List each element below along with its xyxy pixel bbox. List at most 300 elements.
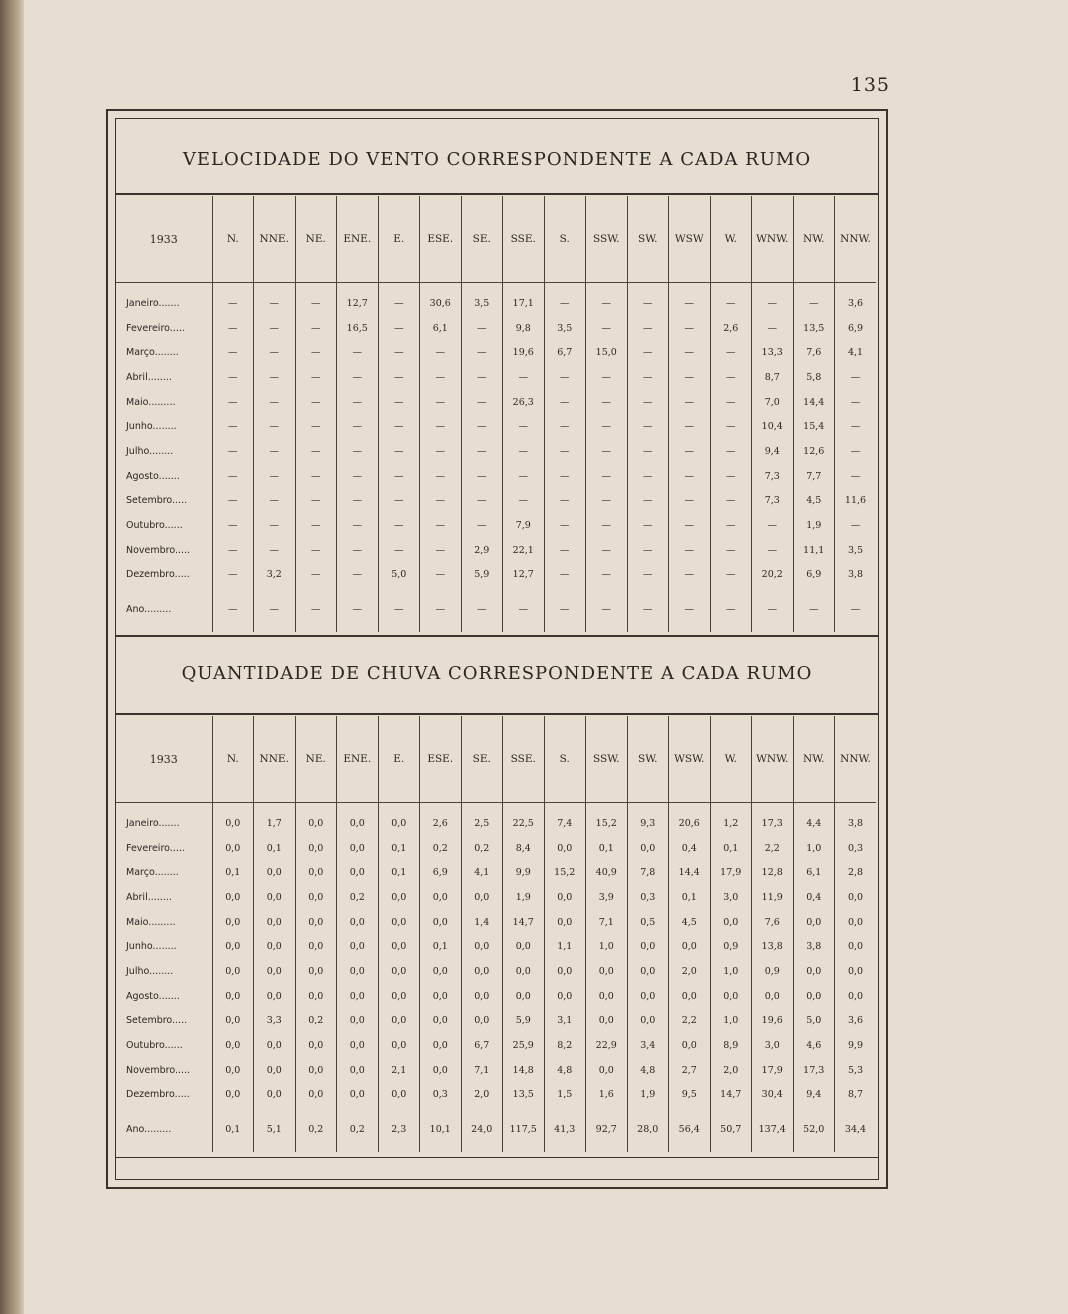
value-cell: 6,9 [420, 860, 462, 885]
value-cell: — [627, 340, 669, 365]
value-cell: 0,0 [503, 934, 545, 959]
month-label: Maio......... [126, 396, 176, 408]
value-cell: — [793, 597, 835, 622]
value-cell: 6,9 [793, 563, 835, 588]
spacer-cell [503, 1107, 545, 1117]
direction-header: NW. [793, 196, 835, 283]
value-cell: 0,0 [295, 860, 337, 885]
spacer-cell [503, 283, 545, 292]
value-cell: — [295, 597, 337, 622]
value-cell: 10,1 [420, 1117, 462, 1142]
value-cell: 2,1 [378, 1058, 420, 1083]
spacer-cell [835, 803, 877, 812]
value-cell: — [544, 489, 586, 514]
value-cell: 0,9 [710, 934, 752, 959]
value-cell: — [710, 513, 752, 538]
value-cell: 0,0 [669, 984, 711, 1009]
value-cell: 19,6 [752, 1009, 794, 1034]
value-cell: 0,0 [212, 1058, 254, 1083]
spacer-cell [116, 1107, 212, 1117]
value-cell: 4,4 [793, 811, 835, 836]
value-cell: 0,0 [461, 984, 503, 1009]
spacer-cell [793, 622, 835, 632]
direction-header: SSE. [503, 716, 545, 803]
spacer-cell [586, 1142, 628, 1152]
value-cell: 25,9 [503, 1033, 545, 1058]
spacer-row [116, 1107, 876, 1117]
value-cell: 4,1 [461, 860, 503, 885]
value-cell: 0,0 [337, 860, 379, 885]
spacer-cell [710, 1142, 752, 1152]
value-cell: 9,8 [503, 316, 545, 341]
value-cell: 0,9 [752, 959, 794, 984]
value-cell: 0,0 [337, 1083, 379, 1108]
spacer-cell [420, 1107, 462, 1117]
month-label: Agosto....... [126, 990, 180, 1002]
value-cell: 0,0 [544, 984, 586, 1009]
spacer-cell [627, 1142, 669, 1152]
value-cell: 3,5 [544, 316, 586, 341]
spacer-cell [337, 587, 379, 597]
value-cell: — [295, 340, 337, 365]
month-label: Junho........ [126, 421, 177, 433]
direction-header: WNW. [752, 196, 794, 283]
value-cell: — [669, 316, 711, 341]
value-cell: 0,0 [835, 910, 877, 935]
value-cell: 0,0 [710, 910, 752, 935]
value-cell: — [627, 538, 669, 563]
value-cell: 0,1 [212, 860, 254, 885]
direction-header: SSW. [586, 716, 628, 803]
value-cell: 0,0 [627, 836, 669, 861]
value-cell: — [295, 291, 337, 316]
value-cell: 1,6 [586, 1083, 628, 1108]
value-cell: 7,8 [627, 860, 669, 885]
spacer-cell [378, 1107, 420, 1117]
value-cell: 0,0 [295, 836, 337, 861]
value-cell: 41,3 [544, 1117, 586, 1142]
spacer-cell [793, 587, 835, 597]
value-cell: — [378, 340, 420, 365]
value-cell: — [337, 597, 379, 622]
value-cell: — [544, 414, 586, 439]
spacer-cell [793, 1107, 835, 1117]
value-cell: — [586, 390, 628, 415]
value-cell: — [254, 439, 296, 464]
spacer-cell [544, 1142, 586, 1152]
value-cell: 0,0 [212, 1083, 254, 1108]
value-cell: — [295, 414, 337, 439]
value-cell: — [420, 390, 462, 415]
spacer-cell [295, 1107, 337, 1117]
table-row [116, 365, 876, 390]
value-cell: — [254, 365, 296, 390]
value-cell: 30,4 [752, 1083, 794, 1108]
spacer-cell [116, 803, 212, 812]
value-cell: 1,0 [710, 959, 752, 984]
spacer-cell [669, 1142, 711, 1152]
value-cell: — [378, 291, 420, 316]
tables-inner-frame [115, 118, 879, 1180]
value-cell: — [627, 597, 669, 622]
direction-header: SSW. [586, 196, 628, 283]
spacer-cell [752, 1142, 794, 1152]
value-cell: 14,4 [669, 860, 711, 885]
value-cell: 34,4 [835, 1117, 877, 1142]
value-cell: — [627, 414, 669, 439]
value-cell: — [752, 513, 794, 538]
value-cell: — [254, 340, 296, 365]
value-cell: — [627, 489, 669, 514]
value-cell: 0,0 [544, 836, 586, 861]
value-cell: 6,1 [793, 860, 835, 885]
value-cell: 1,1 [544, 934, 586, 959]
value-cell: — [378, 538, 420, 563]
value-cell: 2,3 [378, 1117, 420, 1142]
table-row [116, 291, 876, 316]
value-cell: — [212, 316, 254, 341]
value-cell: 2,6 [710, 316, 752, 341]
value-cell: — [544, 390, 586, 415]
value-cell: 0,0 [793, 910, 835, 935]
value-cell: 2,8 [835, 860, 877, 885]
value-cell: — [669, 414, 711, 439]
value-cell: 0,0 [295, 934, 337, 959]
value-cell: — [378, 464, 420, 489]
value-cell: — [420, 597, 462, 622]
value-cell: — [378, 513, 420, 538]
value-cell: — [295, 464, 337, 489]
value-cell: — [669, 538, 711, 563]
value-cell: — [254, 316, 296, 341]
value-cell: 2,9 [461, 538, 503, 563]
value-cell: — [461, 439, 503, 464]
value-cell: — [295, 489, 337, 514]
value-cell: 0,5 [627, 910, 669, 935]
spacer-cell [461, 622, 503, 632]
value-cell: — [669, 390, 711, 415]
value-cell: 5,0 [793, 1009, 835, 1034]
table-row [116, 860, 876, 885]
month-label: Setembro..... [126, 495, 188, 507]
value-cell: 0,2 [337, 885, 379, 910]
value-cell: 4,8 [544, 1058, 586, 1083]
value-cell: — [420, 340, 462, 365]
value-cell: — [544, 291, 586, 316]
wind-velocity-table [116, 196, 876, 632]
value-cell: — [586, 597, 628, 622]
value-cell: 0,0 [378, 934, 420, 959]
value-cell: 19,6 [503, 340, 545, 365]
spacer-cell [752, 587, 794, 597]
direction-header: NNE. [254, 716, 296, 803]
value-cell: — [212, 538, 254, 563]
value-cell: — [627, 513, 669, 538]
table-row [116, 1058, 876, 1083]
value-cell: 13,5 [503, 1083, 545, 1108]
value-cell: 0,0 [212, 885, 254, 910]
value-cell: 0,0 [337, 984, 379, 1009]
value-cell: — [544, 597, 586, 622]
value-cell: 20,6 [669, 811, 711, 836]
value-cell: — [254, 464, 296, 489]
value-cell: — [503, 464, 545, 489]
month-label: Maio......... [126, 916, 176, 928]
spacer-cell [461, 803, 503, 812]
value-cell: 0,3 [420, 1083, 462, 1108]
table-row [116, 836, 876, 861]
spacer-cell [295, 1142, 337, 1152]
spacer-cell [669, 587, 711, 597]
value-cell: — [378, 390, 420, 415]
value-cell: 0,0 [544, 959, 586, 984]
value-cell: — [627, 390, 669, 415]
value-cell: 8,7 [752, 365, 794, 390]
value-cell: 0,0 [420, 1058, 462, 1083]
spacer-cell [461, 1142, 503, 1152]
direction-header: SE. [461, 196, 503, 283]
value-cell: — [544, 464, 586, 489]
value-cell: — [212, 464, 254, 489]
value-cell: — [337, 390, 379, 415]
value-cell: — [710, 390, 752, 415]
value-cell: — [627, 439, 669, 464]
spacer-cell [752, 1107, 794, 1117]
value-cell: 12,6 [793, 439, 835, 464]
wind-title-divider [116, 193, 878, 195]
value-cell: 14,7 [503, 910, 545, 935]
value-cell: — [461, 390, 503, 415]
month-label: Fevereiro..... [126, 842, 185, 854]
value-cell: — [835, 464, 877, 489]
value-cell: — [461, 464, 503, 489]
value-cell: 0,0 [586, 984, 628, 1009]
table-row [116, 513, 876, 538]
direction-header: WNW. [752, 716, 794, 803]
value-cell: 0,0 [586, 1058, 628, 1083]
value-cell: — [295, 513, 337, 538]
value-cell: 0,0 [627, 1009, 669, 1034]
spacer-cell [710, 1107, 752, 1117]
direction-header: SSE. [503, 196, 545, 283]
value-cell: 0,0 [254, 910, 296, 935]
value-cell: — [295, 439, 337, 464]
spacer-cell [627, 622, 669, 632]
value-cell: 3,8 [835, 811, 877, 836]
value-cell: 30,6 [420, 291, 462, 316]
value-cell: — [378, 489, 420, 514]
value-cell: 7,4 [544, 811, 586, 836]
month-label: Novembro..... [126, 544, 191, 556]
table-row [116, 1009, 876, 1034]
value-cell: — [544, 538, 586, 563]
value-cell: 0,0 [254, 959, 296, 984]
value-cell: 0,3 [627, 885, 669, 910]
value-cell: 52,0 [793, 1117, 835, 1142]
spacer-cell [544, 283, 586, 292]
value-cell: — [254, 538, 296, 563]
value-cell: — [420, 414, 462, 439]
spacer-cell [669, 803, 711, 812]
book-binding-edge [0, 0, 24, 1314]
value-cell: 0,0 [254, 1083, 296, 1108]
value-cell: — [586, 439, 628, 464]
spacer-cell [212, 283, 254, 292]
spacer-cell [295, 587, 337, 597]
spacer-cell [461, 283, 503, 292]
value-cell: — [627, 365, 669, 390]
value-cell: 0,0 [669, 934, 711, 959]
value-cell: — [337, 439, 379, 464]
value-cell: — [337, 513, 379, 538]
value-cell: 0,0 [378, 984, 420, 1009]
annual-total-row [116, 1117, 876, 1142]
value-cell: — [586, 489, 628, 514]
value-cell: 4,5 [793, 489, 835, 514]
direction-header: NNW. [835, 716, 877, 803]
value-cell: 0,0 [254, 984, 296, 1009]
value-cell: 0,0 [793, 959, 835, 984]
spacer-cell [116, 587, 212, 597]
value-cell: — [586, 365, 628, 390]
value-cell: — [503, 439, 545, 464]
value-cell: 0,1 [669, 885, 711, 910]
table-row [116, 885, 876, 910]
spacer-cell [337, 283, 379, 292]
wind-velocity-title: VELOCIDADE DO VENTO CORRESPONDENTE A CADA RUMO [182, 149, 812, 170]
month-label: Agosto....... [126, 470, 180, 482]
spacer-cell [378, 587, 420, 597]
value-cell: 10,4 [752, 414, 794, 439]
value-cell: — [212, 291, 254, 316]
value-cell: — [295, 538, 337, 563]
value-cell: 7,1 [586, 910, 628, 935]
value-cell: 0,0 [793, 984, 835, 1009]
value-cell: 0,0 [254, 860, 296, 885]
spacer-cell [710, 622, 752, 632]
value-cell: — [254, 390, 296, 415]
value-cell: 0,0 [212, 910, 254, 935]
value-cell: — [586, 538, 628, 563]
value-cell: 0,0 [420, 959, 462, 984]
value-cell: 0,0 [835, 885, 877, 910]
value-cell: — [420, 538, 462, 563]
table-row [116, 1033, 876, 1058]
spacer-cell [710, 803, 752, 812]
direction-header: W. [710, 716, 752, 803]
value-cell: — [337, 365, 379, 390]
value-cell: 40,9 [586, 860, 628, 885]
value-cell: 0,0 [544, 910, 586, 935]
value-cell: 0,0 [212, 836, 254, 861]
value-cell: 9,4 [793, 1083, 835, 1108]
value-cell: 16,5 [337, 316, 379, 341]
annual-total-row [116, 597, 876, 622]
spacer-cell [420, 283, 462, 292]
month-label: Outubro...... [126, 1040, 183, 1052]
value-cell: 26,3 [503, 390, 545, 415]
spacer-cell [420, 622, 462, 632]
spacer-cell [544, 803, 586, 812]
spacer-cell [337, 1107, 379, 1117]
direction-header: SW. [627, 716, 669, 803]
value-cell: — [420, 513, 462, 538]
value-cell: 0,0 [378, 1033, 420, 1058]
spacer-cell [669, 622, 711, 632]
value-cell: 22,9 [586, 1033, 628, 1058]
value-cell: 2,0 [710, 1058, 752, 1083]
value-cell: 0,0 [420, 910, 462, 935]
month-label: Ano......... [126, 604, 172, 616]
value-cell: — [752, 291, 794, 316]
value-cell: — [752, 597, 794, 622]
value-cell: 0,0 [420, 1009, 462, 1034]
value-cell: — [835, 365, 877, 390]
spacer-cell [503, 803, 545, 812]
value-cell: — [212, 340, 254, 365]
spacer-row [116, 803, 876, 812]
value-cell: 1,7 [254, 811, 296, 836]
value-cell: 1,0 [793, 836, 835, 861]
value-cell: 28,0 [627, 1117, 669, 1142]
spacer-cell [254, 587, 296, 597]
spacer-cell [254, 622, 296, 632]
value-cell: — [710, 439, 752, 464]
value-cell: 2,5 [461, 811, 503, 836]
value-cell: — [503, 597, 545, 622]
spacer-cell [254, 803, 296, 812]
value-cell: 0,0 [295, 910, 337, 935]
value-cell: 0,0 [212, 1033, 254, 1058]
spacer-cell [420, 1142, 462, 1152]
spacer-cell [378, 622, 420, 632]
value-cell: — [710, 489, 752, 514]
value-cell: 0,0 [337, 1033, 379, 1058]
value-cell: 0,0 [295, 959, 337, 984]
value-cell: 7,3 [752, 489, 794, 514]
value-cell: 11,6 [835, 489, 877, 514]
value-cell: 0,0 [710, 984, 752, 1009]
spacer-row [116, 1142, 876, 1152]
spacer-cell [627, 587, 669, 597]
value-cell: — [254, 513, 296, 538]
value-cell: — [212, 439, 254, 464]
spacer-cell [116, 283, 212, 292]
value-cell: 6,7 [544, 340, 586, 365]
direction-header: S. [544, 196, 586, 283]
value-cell: 0,0 [420, 885, 462, 910]
value-cell: 1,0 [586, 934, 628, 959]
value-cell: — [710, 597, 752, 622]
value-cell: 0,1 [378, 836, 420, 861]
value-cell: — [461, 316, 503, 341]
spacer-cell [752, 283, 794, 292]
value-cell: 12,7 [503, 563, 545, 588]
value-cell: 15,0 [586, 340, 628, 365]
direction-header: NNE. [254, 196, 296, 283]
value-cell: — [337, 563, 379, 588]
value-cell: 12,7 [337, 291, 379, 316]
month-label: Março........ [126, 867, 179, 879]
page-number: 135 [850, 74, 890, 96]
spacer-cell [586, 803, 628, 812]
value-cell: — [461, 340, 503, 365]
value-cell: 3,5 [835, 538, 877, 563]
value-cell: — [461, 489, 503, 514]
spacer-cell [503, 622, 545, 632]
value-cell: 0,0 [295, 885, 337, 910]
value-cell: 0,0 [212, 959, 254, 984]
